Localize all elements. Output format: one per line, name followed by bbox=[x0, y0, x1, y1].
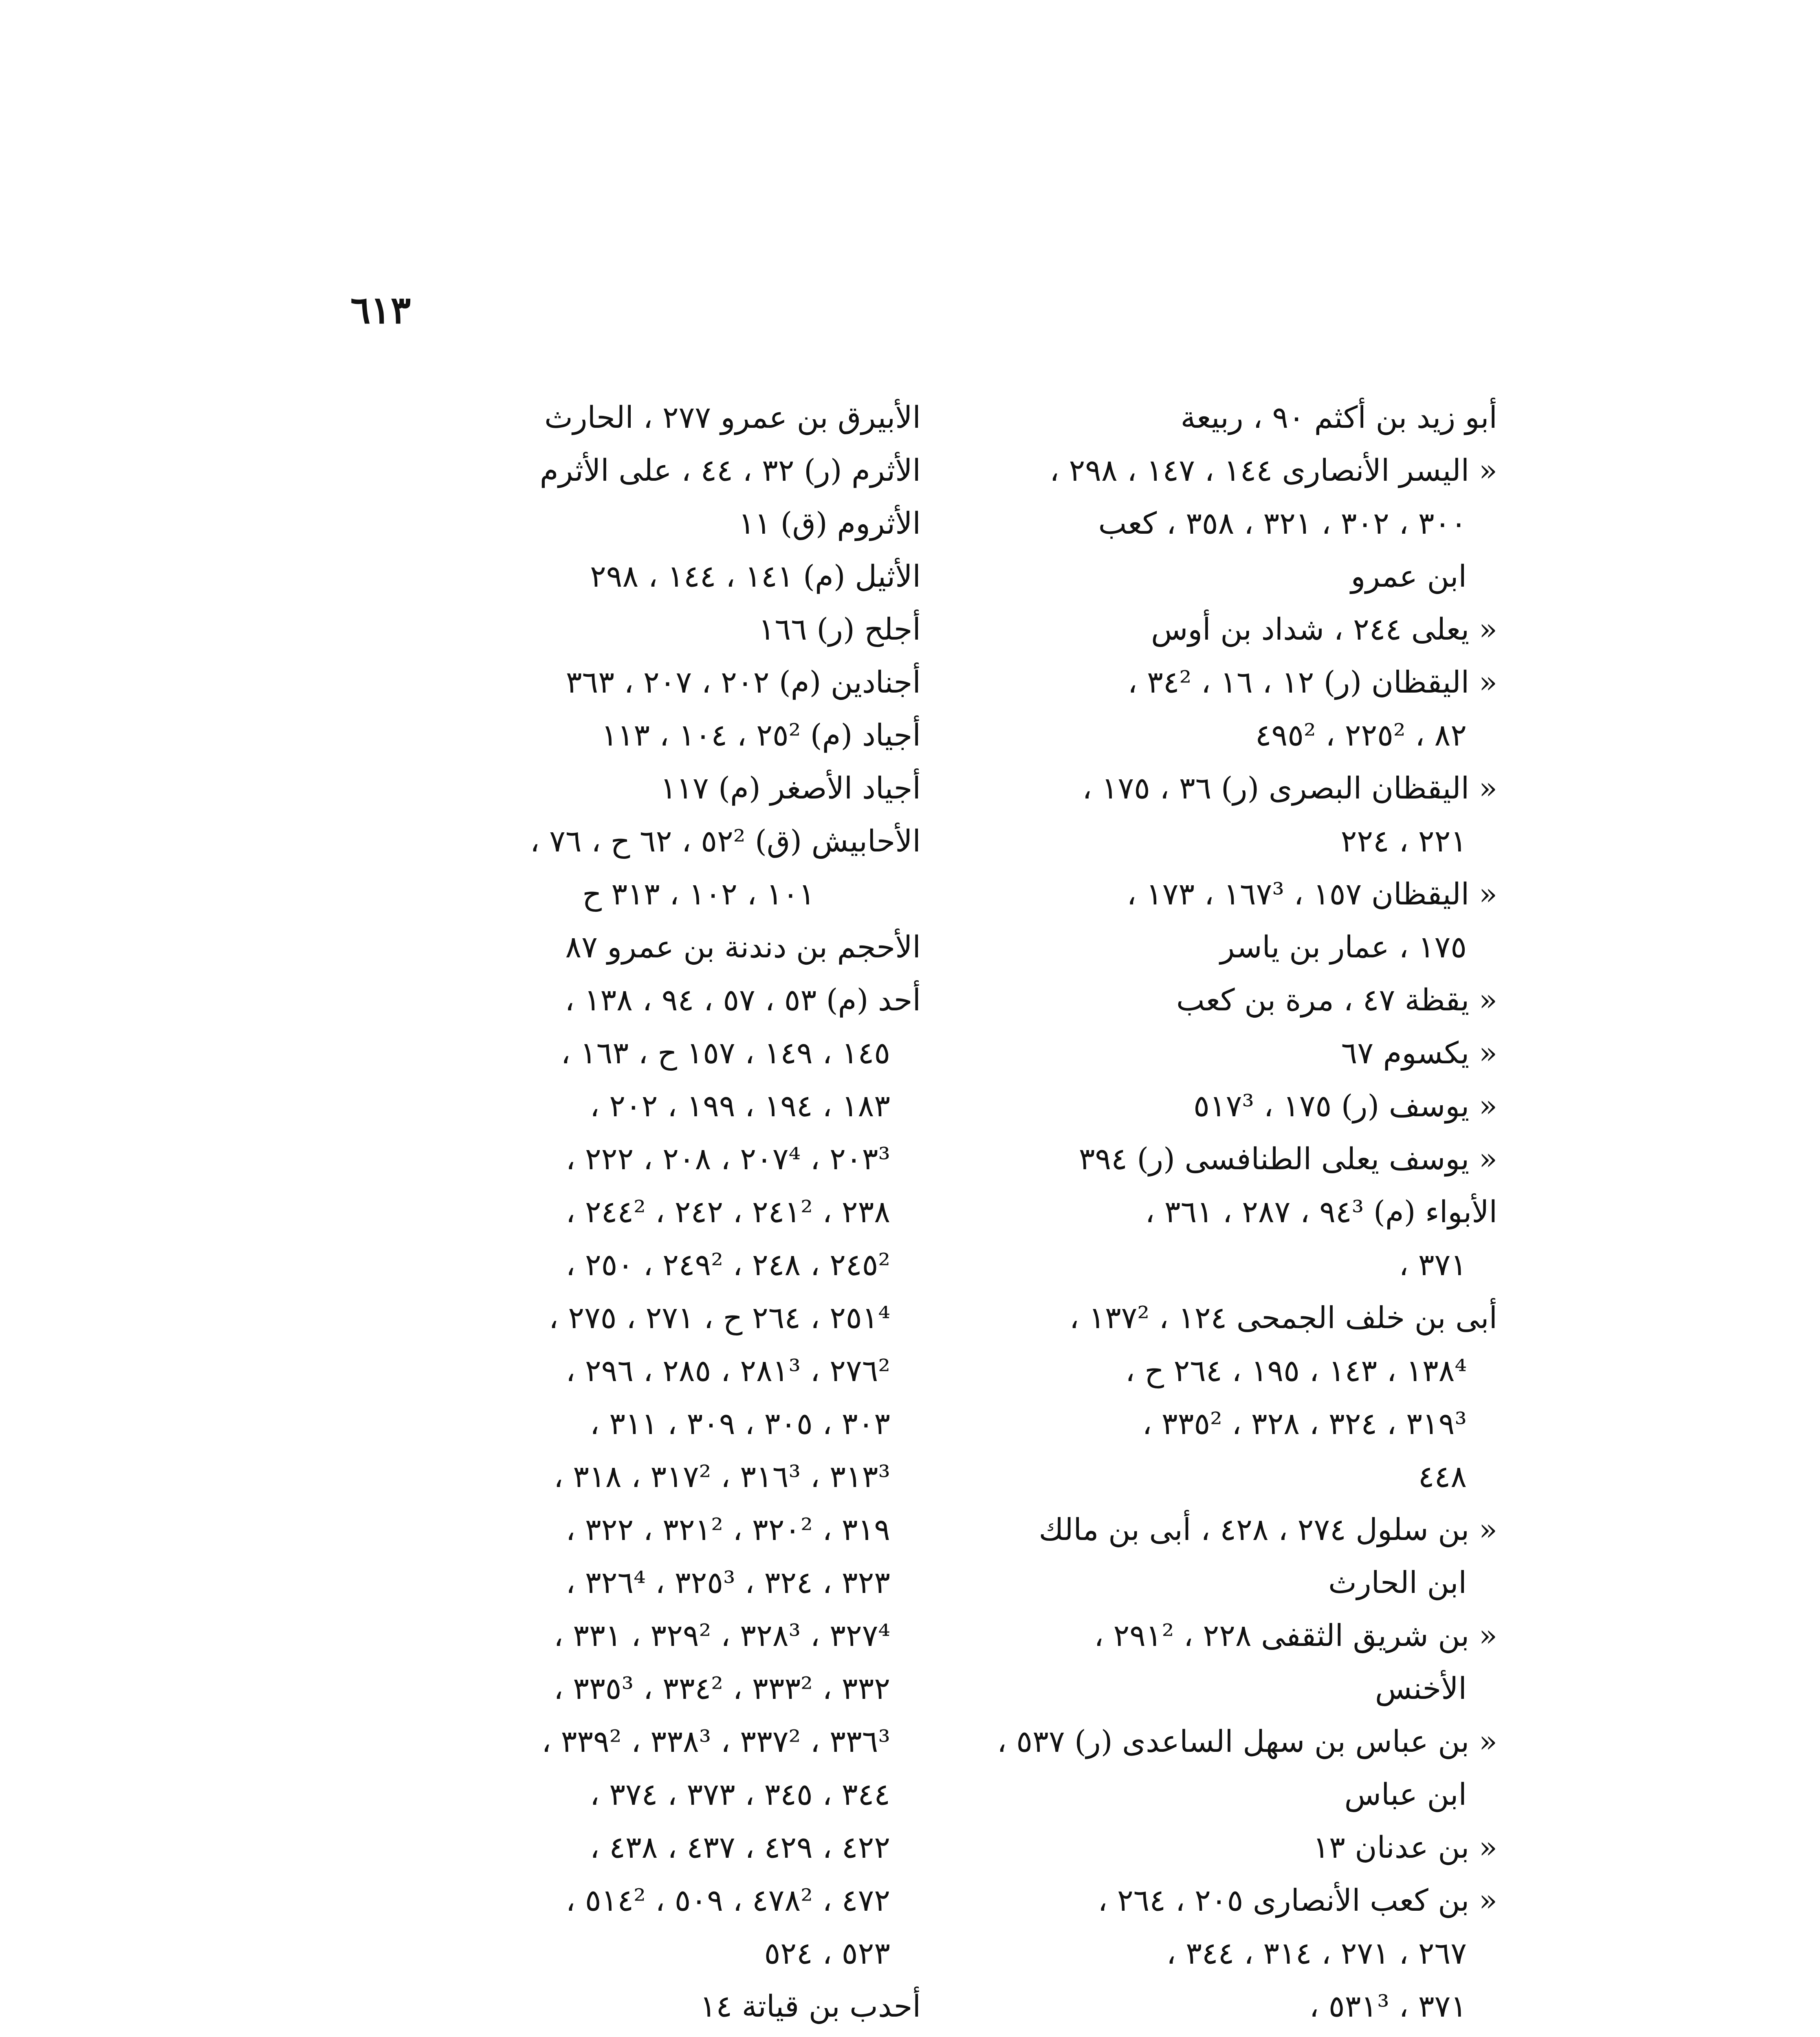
index-line: « بن سلول ٢٧٤ ، ٤٢٨ ، أبى بن مالك bbox=[1039, 1512, 1497, 1547]
index-line: ٢٢١ ، ٢٢٤ bbox=[1340, 824, 1467, 859]
index-line: ٥٢٣ ، ٥٢٤ bbox=[764, 1936, 890, 1971]
index-line: أحدب بن قياتة ١٤ bbox=[700, 1989, 921, 2024]
index-line: ١٨٣ ، ١٩٤ ، ١٩٩ ، ٢٠٢ ، bbox=[590, 1089, 890, 1124]
index-line: « يكسوم ٦٧ bbox=[1341, 1036, 1497, 1071]
index-line: الأحجم بن دندنة بن عمرو ٨٧ bbox=[565, 930, 921, 965]
index-line: ٣٧١ ، bbox=[1399, 1247, 1467, 1282]
index-line: « بن عباس بن سهل الساعدى (ر) ٥٣٧ ، bbox=[997, 1724, 1497, 1759]
index-line: « اليقظان (ر) ١٢ ، ١٦ ، ٣٤² ، bbox=[1127, 665, 1497, 700]
index-line: الأثروم (ق) ١١ bbox=[738, 506, 921, 541]
index-line: ٨٢ ، ٢٢٥² ، ٤٩٥² bbox=[1255, 718, 1467, 753]
index-line: « اليقظان البصرى (ر) ٣٦ ، ١٧٥ ، bbox=[1082, 771, 1497, 806]
index-line: أبو زيد بن أكثم ٩٠ ، ربيعة bbox=[1180, 400, 1497, 435]
index-line: ٢٤٥² ، ٢٤٨ ، ٢٤٩² ، ٢٥٠ ، bbox=[566, 1247, 890, 1282]
index-line: ١٧٥ ، عمار بن ياسر bbox=[1220, 930, 1467, 965]
index-line: ٢٦٧ ، ٢٧١ ، ٣١٤ ، ٣٤٤ ، bbox=[1166, 1936, 1467, 1971]
index-line bbox=[994, 2033, 1497, 2037]
index-line: ١٠١ ، ١٠٢ ، ٣١٣ ح bbox=[582, 877, 815, 912]
index-line: ٣١٣³ ، ٣١٦³ ، ٣١٧² ، ٣١٨ ، bbox=[553, 1459, 890, 1494]
index-line: ٣٤٤ ، ٣٤٥ ، ٣٧٣ ، ٣٧٤ ، bbox=[590, 1777, 890, 1812]
index-line: ٤٤٨ bbox=[1418, 1459, 1467, 1494]
index-line: أبى بن خلف الجمحى ١٢٤ ، ١٣٧² ، bbox=[1069, 1300, 1497, 1335]
index-line: ٣١٩³ ، ٣٢٤ ، ٣٢٨ ، ٣٣٥² ، bbox=[1142, 1406, 1467, 1441]
index-line: الأخنس bbox=[1375, 1671, 1467, 1706]
index-line: أجياد الأصغر (م) ١١٧ bbox=[660, 771, 921, 806]
index-line: أحد (م) ٥٣ ، ٥٧ ، ٩٤ ، ١٣٨ ، bbox=[565, 983, 921, 1018]
index-line: أجلح (ر) ١٦٦ bbox=[758, 612, 921, 647]
index-line: ٣٢٧⁴ ، ٣٢٨³ ، ٣٢٩² ، ٣٣١ ، bbox=[553, 1618, 890, 1653]
index-line: الأثرم (ر) ٣٢ ، ٤٤ ، على الأثرم bbox=[539, 453, 921, 488]
index-line: أجياد (م) ٢٥² ، ١٠٤ ، ١١٣ bbox=[601, 718, 921, 753]
index-line: ٣٧١ ، ٥٣١³ ، bbox=[1309, 1989, 1467, 2024]
index-column-right bbox=[994, 391, 1497, 2037]
index-line: ٢٥١⁴ ، ٢٦٤ ح ، ٢٧١ ، ٢٧٥ ، bbox=[548, 1300, 890, 1335]
index-line: الأثيل (م) ١٤١ ، ١٤٤ ، ٢٩٨ bbox=[590, 559, 921, 594]
index-line: ١٤٥ ، ١٤٩ ، ١٥٧ ح ، ١٦٣ ، bbox=[561, 1036, 890, 1071]
index-line: ٤٢٢ ، ٤٢٩ ، ٤٣٧ ، ٤٣٨ ، bbox=[590, 1830, 890, 1865]
index-line: ٣٠٣ ، ٣٠٥ ، ٣٠٩ ، ٣١١ ، bbox=[590, 1406, 890, 1441]
index-column-left bbox=[399, 391, 921, 2037]
index-line: ٢٧٦² ، ٢٨١³ ، ٢٨٥ ، ٢٩٦ ، bbox=[566, 1353, 890, 1388]
page-number: ٦١٣ bbox=[350, 288, 411, 332]
index-line: « يوسف (ر) ١٧٥ ، ٥١٧³ bbox=[1193, 1089, 1497, 1124]
index-line: « يقظة ٤٧ ، مرة بن كعب bbox=[1176, 983, 1497, 1018]
index-line: « اليقظان ١٥٧ ، ١٦٧³ ، ١٧٣ ، bbox=[1127, 877, 1497, 912]
index-line: ٢٠٣³ ، ٢٠٧⁴ ، ٢٠٨ ، ٢٢٢ ، bbox=[566, 1142, 890, 1177]
index-line: الأحابيش (ق) ٥٢² ، ٦٢ ح ، ٧٦ ، bbox=[530, 824, 921, 859]
index-line: « يوسف يعلى الطنافسى (ر) ٣٩٤ bbox=[1078, 1142, 1497, 1177]
index-line: ٣٣٦³ ، ٣٣٧² ، ٣٣٨³ ، ٣٣٩² ، bbox=[541, 1724, 890, 1759]
index-line: « يعلى ٢٤٤ ، شداد بن أوس bbox=[1151, 612, 1497, 647]
index-line: ٣٠٠ ، ٣٠٢ ، ٣٢١ ، ٣٥٨ ، كعب bbox=[1098, 506, 1467, 541]
index-line: « بن عدنان ١٣ bbox=[1313, 1830, 1497, 1865]
index-line: ٣٢٣ ، ٣٢٤ ، ٣٢٥³ ، ٣٢٦⁴ ، bbox=[566, 1565, 890, 1600]
index-line: ٣٣٢ ، ٣٣٣² ، ٣٣٤² ، ٣٣٥³ ، bbox=[553, 1671, 890, 1706]
index-line: الأبواء (م) ٩٤³ ، ٢٨٧ ، ٣٦١ ، bbox=[1145, 1194, 1497, 1230]
index-line: ابن عمرو bbox=[1351, 559, 1467, 594]
index-line: ٢٣٨ ، ٢٤١² ، ٢٤٢ ، ٢٤٤² ، bbox=[566, 1194, 890, 1230]
index-line: « اليسر الأنصارى ١٤٤ ، ١٤٧ ، ٢٩٨ ، bbox=[1050, 453, 1497, 488]
index-line: ١٣٨⁴ ، ١٤٣ ، ١٩٥ ، ٢٦٤ ح ، bbox=[1125, 1353, 1467, 1388]
index-line bbox=[399, 2033, 921, 2037]
index-line: « بن شريق الثقفى ٢٢٨ ، ٢٩١² ، bbox=[1094, 1618, 1497, 1653]
index-line: ٣١٩ ، ٣٢٠² ، ٣٢١² ، ٣٢٢ ، bbox=[566, 1512, 890, 1547]
index-line: ٤٧٢ ، ٤٧٨² ، ٥٠٩ ، ٥١٤² ، bbox=[566, 1883, 890, 1918]
index-line: الأبيرق بن عمرو ٢٧٧ ، الحارث bbox=[544, 400, 921, 435]
index-line: أجنادين (م) ٢٠٢ ، ٢٠٧ ، ٣٦٣ bbox=[566, 665, 921, 700]
index-line: ابن عباس bbox=[1344, 1777, 1467, 1812]
index-line: ابن الحارث bbox=[1328, 1565, 1467, 1600]
index-line: « بن كعب الأنصارى ٢٠٥ ، ٢٦٤ ، bbox=[1098, 1883, 1497, 1918]
